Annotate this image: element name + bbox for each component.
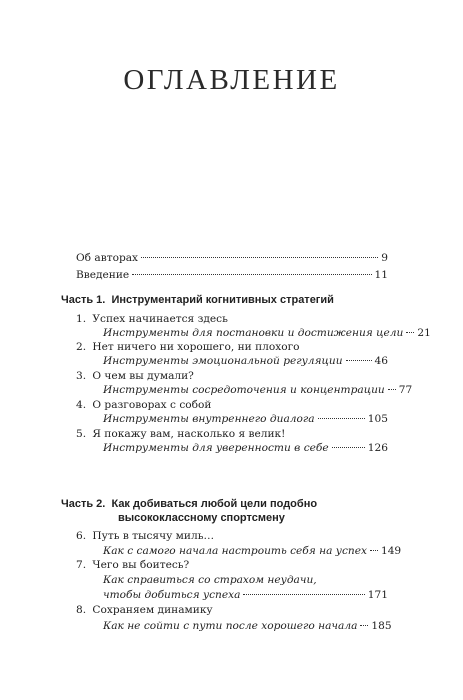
entry-page: 185 [371,620,392,632]
dot-leader [406,332,414,333]
part-title-continued: высококлассному спортсмену [118,512,285,524]
toc-entry-about-authors[interactable] [76,251,388,265]
toc-entry-introduction[interactable] [76,268,388,282]
entry-page: 9 [381,252,388,264]
part-title: Как добиваться любой цели подобно [111,498,318,510]
part-heading [61,497,317,511]
part-heading [61,293,334,307]
toc-entry-chapter-5[interactable] [103,441,388,455]
chapter-title: 2. Нет ничего ни хорошего, ни плохого [76,341,300,353]
entry-label: Инструменты внутреннего диалога [103,413,315,425]
dot-leader [346,360,372,361]
entry-label: Введение [76,269,130,281]
entry-label: Как не сойти с пути после хорошего начала [103,620,358,632]
part-title: Инструментарий когнитивных стратегий [111,294,334,306]
chapter-title: 5. Я покажу вам, насколько я велик! [76,428,286,440]
chapter-title: 3. О чем вы думали? [76,370,194,382]
dot-leader [370,550,378,551]
toc-entry-chapter-6[interactable] [103,544,402,558]
dot-leader [141,257,378,258]
toc-entry-chapter-8[interactable] [103,619,392,633]
chapter-title: 7. Чего вы боитесь? [76,559,190,571]
chapter-title: 1. Успех начинается здесь [76,313,228,325]
entry-page: 21 [417,327,431,339]
toc-entry-chapter-1[interactable] [103,326,431,340]
entry-label: Инструменты сосредоточения и концентрации [103,384,385,396]
toc-entry-chapter-3[interactable] [103,383,413,397]
entry-label: Об авторах [76,252,139,264]
entry-page: 77 [398,384,413,396]
entry-page: 11 [374,269,388,281]
entry-label: чтобы добиться успеха [103,589,241,601]
entry-label: Инструменты для постановки и достижения цели [103,327,404,339]
part-number: Часть 2. [61,498,106,510]
entry-page: 126 [367,442,388,454]
part-number: Часть 1. [61,294,106,306]
entry-page: 105 [367,413,388,425]
dot-leader [132,274,371,275]
entry-label-line: Как справиться со страхом неудачи, [103,574,317,586]
chapter-title: 6. Путь в тысячу миль… [76,530,215,542]
entry-label: Как с самого начала настроить себя на успех [103,545,367,557]
toc-entry-chapter-2[interactable] [103,354,388,368]
dot-leader [332,447,365,448]
dot-leader [388,389,396,390]
page-title: ОГЛАВЛЕНИЕ [123,64,340,96]
chapter-title: 4. О разговорах с собой [76,399,212,411]
dot-leader [243,594,364,595]
toc-entry-chapter-4[interactable] [103,412,388,426]
entry-label: Инструменты для уверенности в себе [103,442,329,454]
dot-leader [360,625,368,626]
entry-label: Инструменты эмоциональной регуляции [103,355,343,367]
entry-page: 46 [374,355,388,367]
chapter-title: 8. Сохраняем динамику [76,604,213,616]
dot-leader [318,418,365,419]
entry-page: 171 [367,589,388,601]
entry-page: 149 [380,545,402,557]
toc-entry-chapter-7[interactable] [103,588,388,602]
